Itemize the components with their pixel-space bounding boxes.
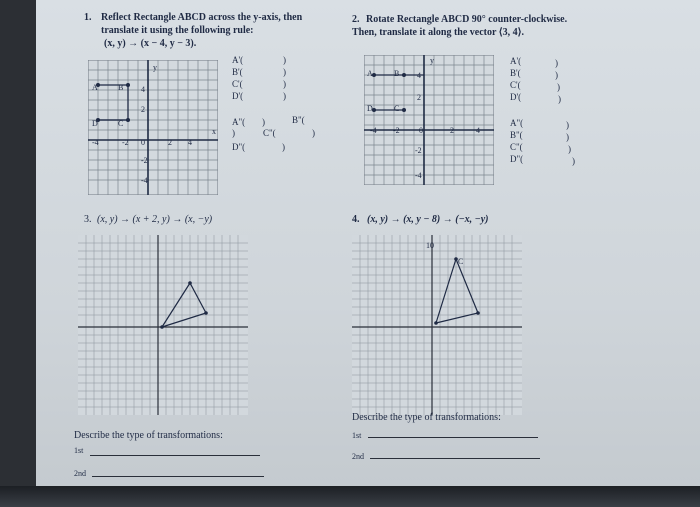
p1-tick-n2: -2 xyxy=(122,138,129,147)
p2-tick-yn2: -2 xyxy=(415,146,422,155)
p1-b-prime: B'( xyxy=(232,67,243,77)
p1-close-5: ) xyxy=(262,117,265,127)
p2-c-dprime: C"( xyxy=(510,142,523,152)
problem-1-grid xyxy=(88,60,218,195)
p2-a-dprime: A"( xyxy=(510,118,524,128)
p1-label-y: y xyxy=(153,63,157,72)
problem-2-grid xyxy=(364,55,494,185)
p2-tick-4: 4 xyxy=(417,71,421,80)
p2-close-5: ) xyxy=(566,120,569,130)
p1-close-4: ) xyxy=(283,91,286,101)
p2-tick-n4: -4 xyxy=(370,126,377,135)
p1-d-dprime: D"( xyxy=(232,142,246,152)
p2-label-c: C xyxy=(394,104,400,113)
p1-b-dprime: B"( xyxy=(292,115,305,125)
p1-tick-2: 2 xyxy=(141,105,145,114)
p3-second-label: 2nd xyxy=(74,469,86,478)
p2-tick-yn4: -4 xyxy=(415,171,422,180)
p1-close-1: ) xyxy=(283,55,286,65)
p1-close-7: ) xyxy=(312,128,315,138)
p2-d-prime: D'( xyxy=(510,92,522,102)
p2-close-6: ) xyxy=(566,132,569,142)
p1-tick-p2: 2 xyxy=(168,138,172,147)
p2-close-4: ) xyxy=(558,94,561,104)
problem-4-rule: (x, y) → (x, y − 8) → (−x, −y) xyxy=(367,214,489,225)
p2-tick-n2: -2 xyxy=(393,126,400,135)
p2-tick-p4: 4 xyxy=(476,126,480,135)
problem-1-number: 1. xyxy=(84,12,92,23)
p4-second-label: 2nd xyxy=(352,452,364,461)
p2-a-prime: A'( xyxy=(510,56,522,66)
p2-close-7: ) xyxy=(568,144,571,154)
problem-1-title: Reflect Rectangle ABCD across the y-axis, then xyxy=(101,12,303,23)
p1-a-prime: A'( xyxy=(232,55,244,65)
p1-label-b: B xyxy=(118,83,124,92)
p2-close-3: ) xyxy=(557,82,560,92)
p2-label-y: y xyxy=(430,56,434,65)
p2-b-prime: B'( xyxy=(510,68,521,78)
p2-close-8: ) xyxy=(572,156,575,166)
p4-second-answer-line[interactable] xyxy=(370,458,540,459)
p1-c-prime: C'( xyxy=(232,79,243,89)
p1-close-6: ) xyxy=(232,128,235,138)
p4-first-answer-line[interactable] xyxy=(368,437,538,438)
p1-tick-4: 4 xyxy=(141,85,145,94)
p1-close-3: ) xyxy=(283,79,286,89)
p1-close-2: ) xyxy=(283,67,286,77)
problem-3-rule: (x, y) → (x + 2, y) → (x, −y) xyxy=(97,214,213,225)
p4-first-label: 1st xyxy=(352,431,362,440)
p1-tick-0: 0 xyxy=(141,138,145,147)
problem-1-rule: (x, y) → (x − 4, y − 3). xyxy=(104,38,197,49)
p1-label-c: C xyxy=(118,119,124,128)
p1-d-prime: D'( xyxy=(232,91,244,101)
p2-label-b: B xyxy=(394,69,400,78)
problem-4-grid xyxy=(352,235,522,415)
p1-label-x: x xyxy=(212,127,216,136)
p1-tick-yn2: -2 xyxy=(141,156,148,165)
screen-bottom-edge xyxy=(0,486,700,507)
p2-b-dprime: B"( xyxy=(510,130,523,140)
p1-label-a: A xyxy=(92,83,98,92)
p3-describe: Describe the type of transformations: xyxy=(74,430,223,441)
p1-a-dprime: A"( xyxy=(232,117,246,127)
problem-3-number: 3. xyxy=(84,214,92,225)
p4-vertex-c: C xyxy=(458,257,464,266)
p2-close-2: ) xyxy=(555,70,558,80)
p3-first-label: 1st xyxy=(74,446,84,455)
p2-c-prime: C'( xyxy=(510,80,521,90)
p1-c-dprime: C"( xyxy=(263,128,276,138)
problem-2-line2: Then, translate it along the vector ⟨3, 4⟩. xyxy=(352,27,525,38)
p1-close-8: ) xyxy=(282,142,285,152)
p2-d-dprime: D"( xyxy=(510,154,524,164)
problem-2-number: 2. xyxy=(352,14,360,25)
problem-1-line2: translate it using the following rule: xyxy=(101,25,254,36)
p3-first-answer-line[interactable] xyxy=(90,455,260,456)
p1-tick-n4: -4 xyxy=(92,138,99,147)
p4-tick-10: 10 xyxy=(426,241,434,250)
p4-describe: Describe the type of transformations: xyxy=(352,412,501,423)
p2-label-d: D xyxy=(367,104,373,113)
p2-tick-0: 0 xyxy=(419,126,423,135)
p1-tick-p4: 4 xyxy=(188,138,192,147)
p3-second-answer-line[interactable] xyxy=(92,476,264,477)
p2-tick-2: 2 xyxy=(417,93,421,102)
p2-close-1: ) xyxy=(555,58,558,68)
problem-4-number: 4. xyxy=(352,214,360,225)
p2-label-a: A xyxy=(367,69,373,78)
p1-label-d: D xyxy=(92,119,98,128)
p2-tick-p2: 2 xyxy=(450,126,454,135)
problem-2-title: Rotate Rectangle ABCD 90° counter-clockwise. xyxy=(366,14,568,25)
p1-tick-yn4: -4 xyxy=(141,176,148,185)
problem-3-grid xyxy=(78,235,248,415)
